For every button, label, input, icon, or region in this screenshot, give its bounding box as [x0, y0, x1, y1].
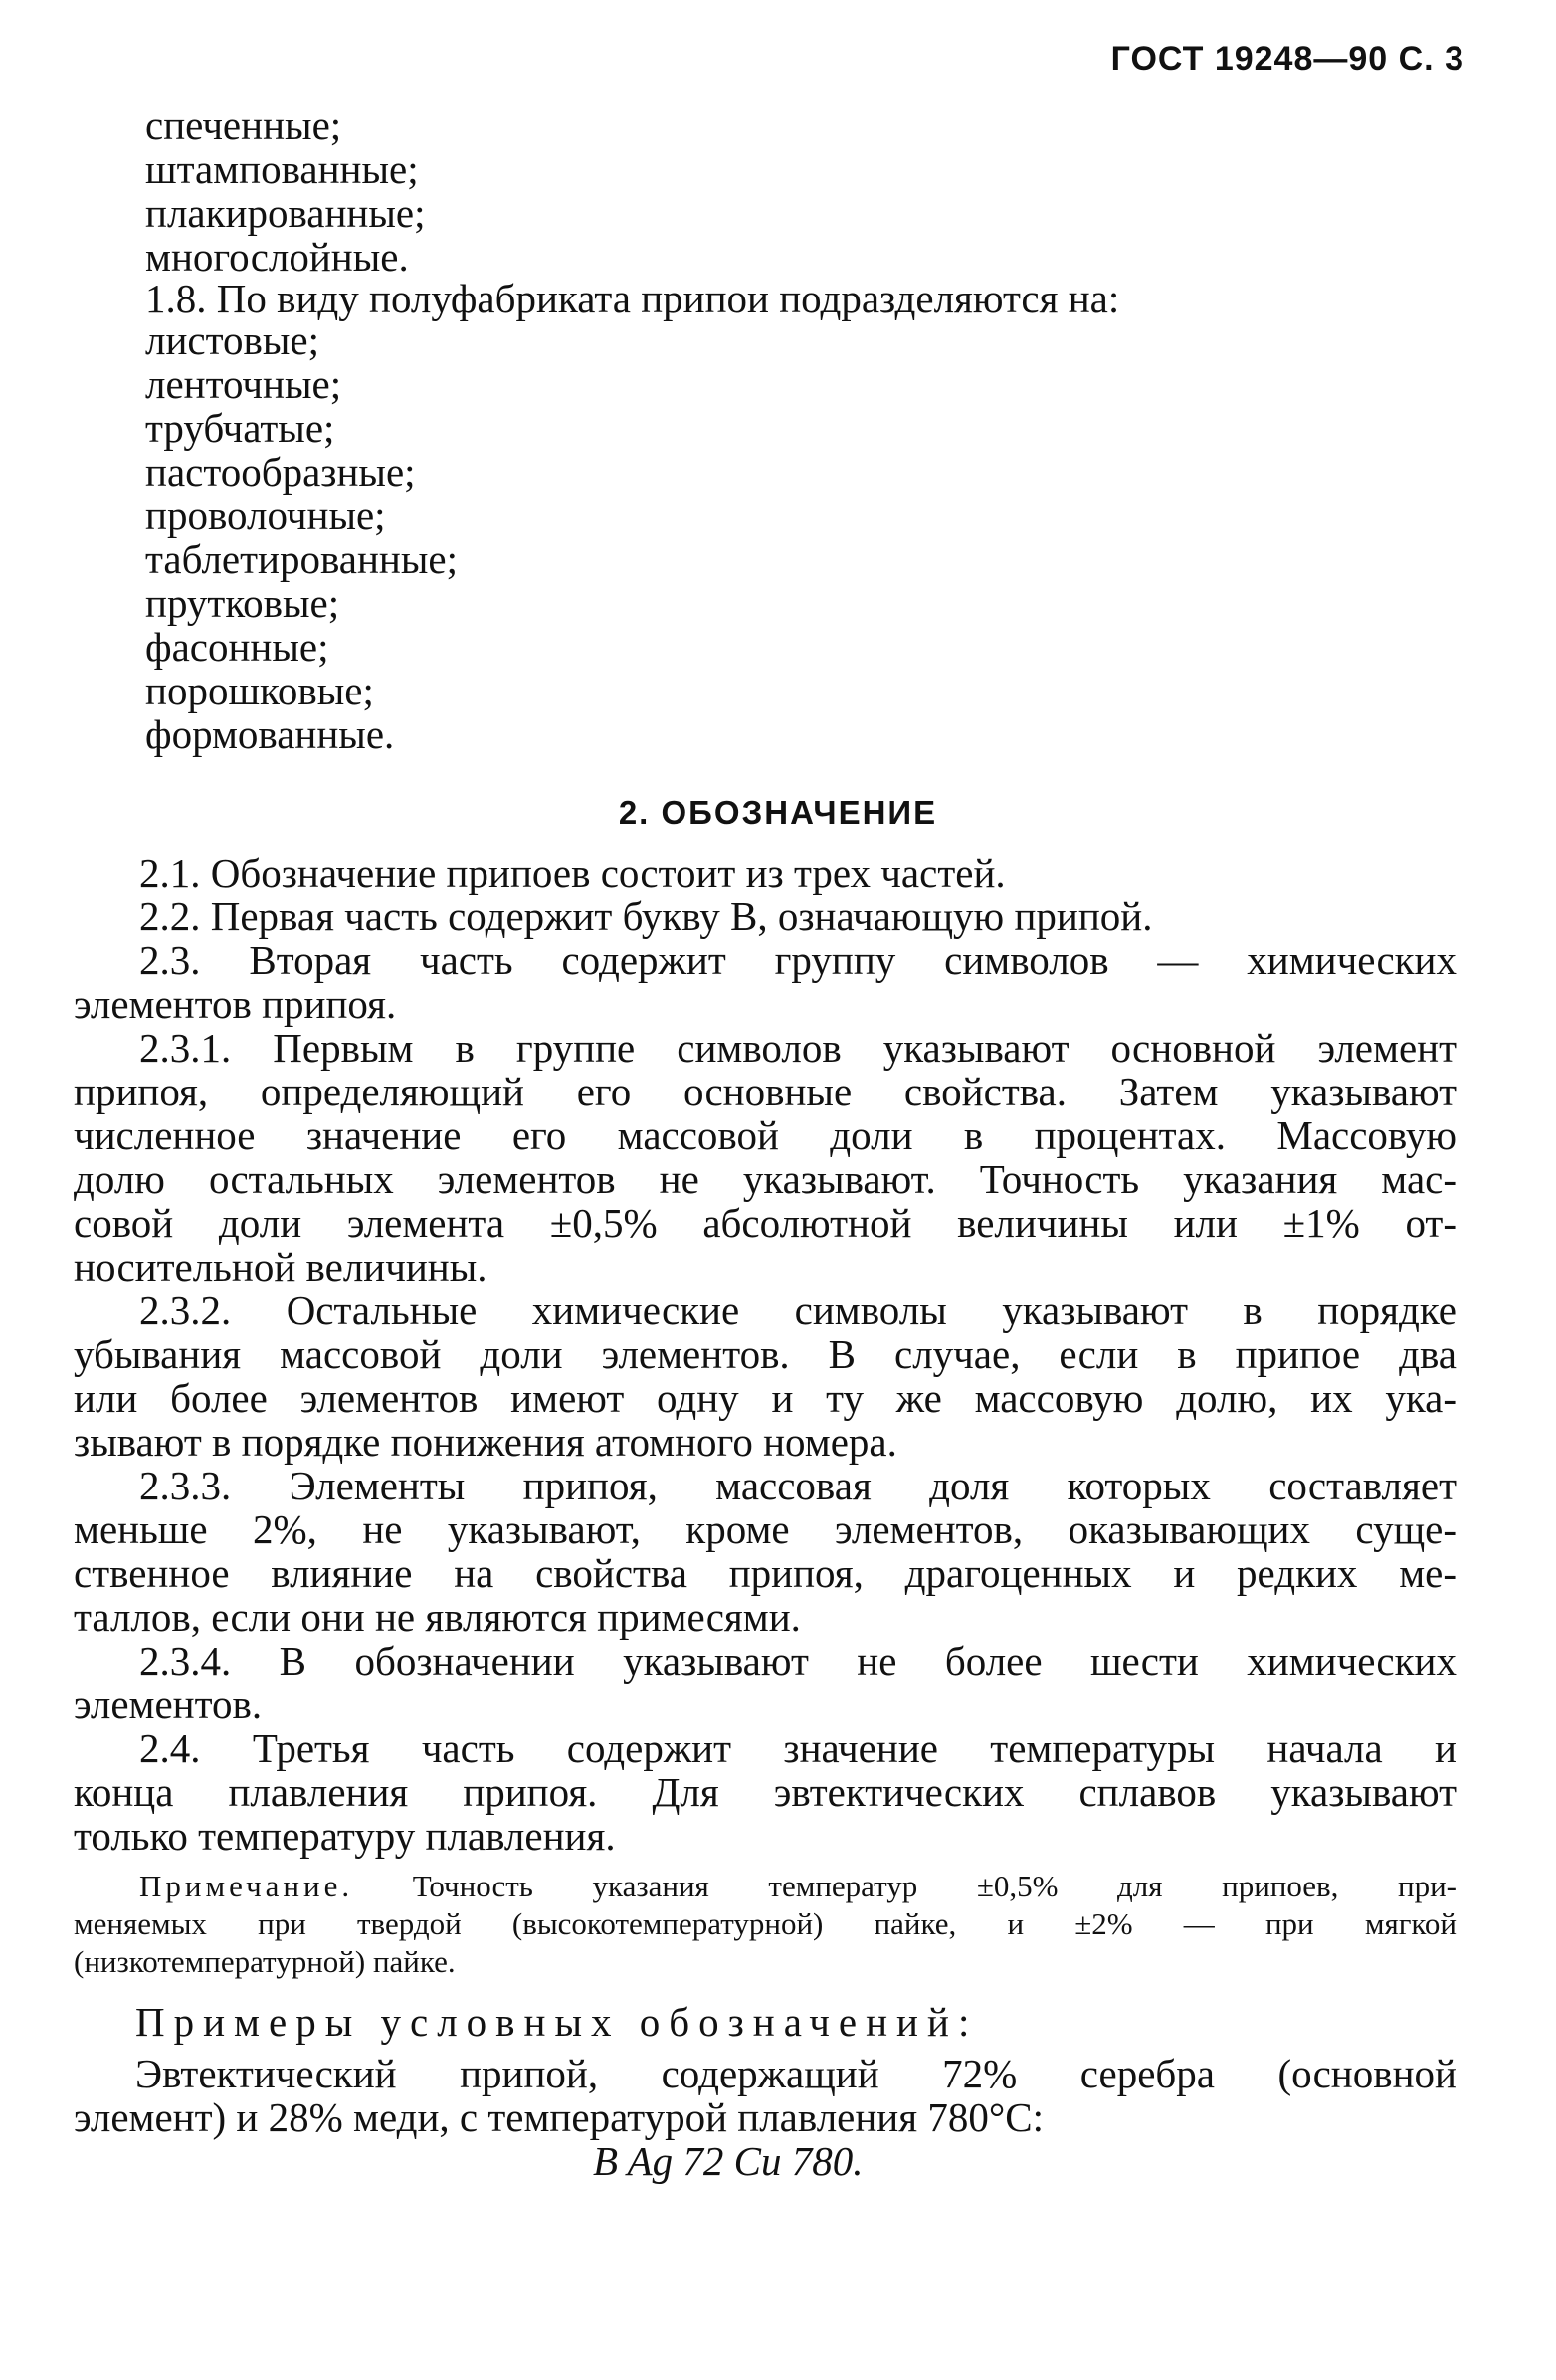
- list-semifinished-forms: [145, 318, 458, 756]
- paragraph-2-3-4-line: элементов.: [74, 1682, 263, 1727]
- note-line: (низкотемпературной) пайке.: [74, 1944, 456, 1979]
- list-item: формованные.: [145, 711, 395, 757]
- list-item: таблетированные;: [145, 536, 459, 582]
- paragraph-2-4-line: 2.4. Третья часть содержит значение температуры начала и: [139, 1725, 1457, 1771]
- paragraph-2-2: 2.2. Первая часть содержит букву В, означающую припой.: [139, 893, 1153, 939]
- list-item: листовые;: [145, 317, 319, 363]
- note-line: меняемых при твердой (высокотемпературной) пайке, и ±2% — при мягкой: [74, 1906, 1457, 1941]
- list-item: спеченные;: [145, 102, 342, 148]
- list-item: порошковые;: [145, 668, 374, 713]
- paragraph-2-3-3-line: ственное влияние на свойства припоя, драгоценных и редких ме-: [74, 1550, 1457, 1596]
- paragraph-2-3-2-line: зывают в порядке понижения атомного номера.: [74, 1419, 897, 1465]
- list-types-a: [145, 103, 426, 279]
- paragraph-2-3-1-line: долю остальных элементов не указывают. Точность указания мас-: [74, 1156, 1457, 1202]
- note-text: Точность указания температур ±0,5% для припоев, при-: [412, 1869, 1458, 1903]
- section-title: 2. ОБОЗНАЧЕНИЕ: [618, 794, 938, 831]
- list-item: трубчатые;: [145, 405, 335, 451]
- note-line: [139, 1869, 1457, 1904]
- list-item: проволочные;: [145, 493, 386, 538]
- list-item: ленточные;: [145, 361, 342, 407]
- page-header: ГОСТ 19248—90 С. 3: [1110, 40, 1464, 78]
- examples-title: Примеры условных обозначений:: [135, 1999, 979, 2045]
- list-item: штампованные;: [145, 146, 419, 192]
- paragraph-2-3-1-line: численное значение его массовой доли в процентах. Массовую: [74, 1112, 1457, 1158]
- example-line: Эвтектический припой, содержащий 72% серебра (основной: [135, 2051, 1457, 2096]
- paragraph-2-3-3-line: меньше 2%, не указывают, кроме элементов, оказывающих суще-: [74, 1506, 1457, 1552]
- paragraph-2-3-1-line: совой доли элемента ±0,5% абсолютной величины или ±1% от-: [74, 1200, 1457, 1246]
- paragraph-2-3-2-line: или более элементов имеют одну и ту же массовую долю, их ука-: [74, 1375, 1457, 1421]
- paragraph-2-3-line: элементов припоя.: [74, 981, 397, 1027]
- paragraph-2-3-line: 2.3. Вторая часть содержит группу символов — химических: [139, 937, 1457, 983]
- paragraph-2-3-2-line: 2.3.2. Остальные химические символы указывают в порядке: [139, 1288, 1457, 1333]
- paragraph-2-4-line: конца плавления припоя. Для эвтектических сплавов указывают: [74, 1769, 1457, 1815]
- list-item: многослойные.: [145, 234, 409, 280]
- example-line: элемент) и 28% меди, с температурой плавления 780°С:: [74, 2094, 1044, 2140]
- list-item: фасонные;: [145, 624, 329, 670]
- paragraph-2-3-3-line: таллов, если они не являются примесями.: [74, 1594, 801, 1640]
- list-item: плакированные;: [145, 190, 426, 236]
- paragraph-2-3-1-line: припоя, определяющий его основные свойства. Затем указывают: [74, 1069, 1457, 1114]
- list-item: пастообразные;: [145, 449, 416, 495]
- paragraph-2-3-1-line: 2.3.1. Первым в группе символов указывают основной элемент: [139, 1025, 1457, 1071]
- paragraph-2-3-3-line: 2.3.3. Элементы припоя, массовая доля которых составляет: [139, 1463, 1457, 1508]
- paragraph-2-1: 2.1. Обозначение припоев состоит из трех частей.: [139, 850, 1006, 895]
- note-label: Примечание.: [139, 1869, 354, 1903]
- list-item: прутковые;: [145, 580, 340, 626]
- paragraph-2-3-1-line: носительной величины.: [74, 1244, 487, 1289]
- paragraph-2-3-4-line: 2.3.4. В обозначении указывают не более шести химических: [139, 1638, 1457, 1684]
- paragraph-2-4-line: только температуру плавления.: [74, 1813, 616, 1859]
- paragraph-2-3-2-line: убывания массовой доли элементов. В случае, если в припое два: [74, 1331, 1457, 1377]
- clause-1-8: 1.8. По виду полуфабриката припои подразделяются на:: [145, 276, 1120, 321]
- example-formula: B Ag 72 Cu 780.: [593, 2138, 864, 2184]
